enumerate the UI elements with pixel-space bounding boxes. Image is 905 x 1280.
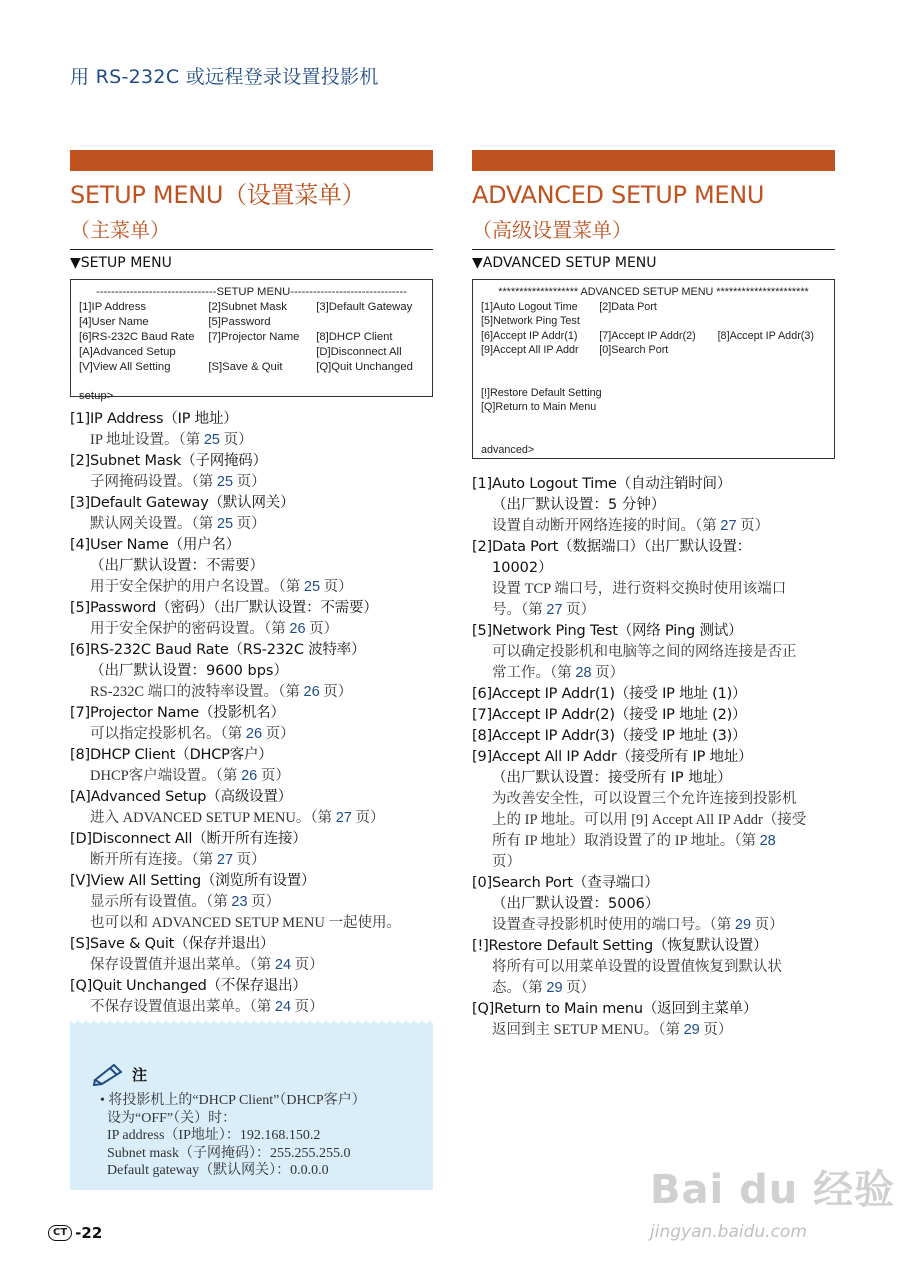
page-number: -22 [75,1224,103,1242]
left-column [70,150,433,1018]
menu-entry [472,726,835,747]
description-text: 态。（第 [492,980,547,996]
watermark [640,1140,896,1270]
terminal-option [316,315,424,330]
description-text: 可以确定投影机和电脑等之间的网络连接是否正 [492,644,797,660]
terminal-prompt: advanced> [481,443,535,456]
description-end: 页） [320,579,353,595]
menu-entry [70,640,433,703]
entry-description [472,978,835,999]
right-column [472,150,835,1041]
entry-description [70,997,433,1018]
terminal-option: [6]RS-232C Baud Rate [79,331,195,343]
terminal-option: [4]User Name [79,316,149,328]
menu-entry [472,684,835,705]
menu-entry [472,873,835,936]
page-reference: 27 [546,602,563,618]
description-end: 页） [305,621,339,637]
terminal-header: --------------------------------SETUP MENU------------------------------- [96,286,407,298]
description-end: 页） [291,957,324,973]
entry-title: [0]Search Port（查寻端口） [472,875,659,891]
section-bar [70,150,433,171]
page-reference: 28 [575,665,592,681]
entry-description [70,577,433,598]
menu-entry [472,621,835,684]
entry-description [70,850,433,871]
entry-title: [!]Restore Default Setting（恢复默认设置） [472,938,768,954]
menu-entry [70,451,433,493]
page-reference: 28 [759,833,776,849]
page-reference: 25 [203,432,220,448]
entry-title: [1]IP Address（IP 地址） [70,411,238,427]
entry-title: [1]Auto Logout Time（自动注销时间） [472,476,732,492]
entry-description [472,852,835,873]
section-rule [70,249,433,250]
entry-description [472,915,835,936]
page-reference: 26 [289,621,306,637]
description-text: 号。（第 [492,602,547,618]
description-end: 页） [562,980,596,996]
section-subtitle: （高级设置菜单） [472,218,632,242]
entry-title: [7]Accept IP Addr(2)（接受 IP 地址 (2)） [472,707,747,723]
terminal-row [481,343,826,358]
note-lines [84,1092,419,1180]
description-end: 页） [257,768,290,784]
description-text: 子网掩码设置。（第 [90,474,217,490]
entry-description [70,430,433,451]
terminal-option: [!]Restore Default Setting [481,386,602,399]
menu-entry [70,829,433,871]
entry-description [472,600,835,621]
terminal-row [481,300,826,315]
entry-description [472,810,835,831]
advanced-menu-terminal [472,279,835,459]
entry-title: [A]Advanced Setup（高级设置） [70,789,293,805]
note-label: 注 [132,1065,148,1084]
menu-entry [70,598,433,640]
terminal-option: [Q]Return to Main Menu [481,401,597,413]
description-text: 显示所有设置值。（第 [90,894,232,910]
entry-description [472,789,835,810]
terminal-option [599,314,717,329]
terminal-option [718,343,826,358]
terminal-caption: ▼SETUP MENU [70,255,172,271]
entry-title: [6]Accept IP Addr(1)（接受 IP 地址 (1)） [472,686,747,702]
terminal-option: [5]Password [208,316,271,328]
section-subtitle: （主菜单） [70,218,170,242]
description-end: 页） [291,999,324,1015]
note-box [70,1020,433,1190]
entry-description [70,472,433,493]
terminal-row [79,300,424,315]
menu-entry [70,934,433,976]
section-rule [472,249,835,250]
advanced-entries [472,474,835,1041]
entry-title: [8]Accept IP Addr(3)（接受 IP 地址 (3)） [472,728,747,744]
page-reference: 24 [274,999,292,1015]
entry-description [70,808,433,829]
page-reference: 29 [734,917,752,933]
terminal-option: [3]Default Gateway [316,301,413,313]
menu-entry [472,474,835,537]
entry-title: [5]Password（密码）（出厂默认设置：不需要） [70,600,378,616]
description-text: 保存设置值并退出菜单。（第 [90,957,275,973]
page-reference: 26 [241,768,258,784]
terminal-row [481,314,826,329]
entry-description [70,724,433,745]
description-end: 页） [247,894,281,910]
entry-description [70,619,433,640]
terminal-option [718,300,826,315]
terminal-option: [7]Projector Name [208,331,300,343]
description-text: 所有 IP 地址）取消设置了的 IP 地址。（第 [492,833,760,849]
description-text: 返回到主 SETUP MENU。（第 [492,1022,684,1038]
description-text: 用于安全保护的用户名设置。（第 [90,579,304,595]
entry-title: [3]Default Gateway（默认网关） [70,495,295,511]
description-end: 页） [319,684,353,700]
menu-entry [70,976,433,1018]
description-text: 设置 TCP 端口号，进行资料交换时使用该端口 [492,581,787,597]
entry-default: 10002） [492,560,553,576]
page-reference: 24 [274,957,292,973]
terminal-option [718,314,826,329]
entry-description [472,579,835,600]
entry-description [70,955,433,976]
terminal-header: ******************* ADVANCED SETUP MENU ********************** [498,286,809,298]
menu-entry [472,537,835,621]
entry-default: （出厂默认设置：5006） [492,896,660,912]
menu-entry [70,871,433,934]
menu-entry [70,493,433,535]
page-reference: 29 [683,1022,700,1038]
entry-description [70,892,433,913]
terminal-option: [2]Subnet Mask [208,301,287,313]
entry-title: [4]User Name（用户名） [70,537,241,553]
page-reference: 23 [231,894,248,910]
note-line: 设为“OFF”（关）时： [100,1110,237,1126]
entry-description [70,682,433,703]
entry-description [70,514,433,535]
description-text: 设置自动断开网络连接的时间。（第 [492,518,721,534]
terminal-option: [D]Disconnect All [316,346,402,358]
entry-default: （出厂默认设置：不需要） [90,558,264,574]
entry-title: [S]Save & Quit（保存并退出） [70,936,275,952]
entry-title: [2]Subnet Mask（子网掩码） [70,453,267,469]
terminal-option: [8]Accept IP Addr(3) [717,329,814,342]
description-end: 页） [233,852,266,868]
description-end: 页） [751,917,784,933]
terminal-option: [7]Accept IP Addr(2) [599,329,696,342]
terminal-option [208,345,316,360]
terminal-option: [V]View All Setting [79,361,171,373]
description-end: 页） [262,726,295,742]
entry-title: [2]Data Port（数据端口）（出厂默认设置： [472,539,752,555]
note-line: Subnet mask（子网掩码）：255.255.255.0 [100,1145,351,1161]
section-bar [472,150,835,171]
description-end: 页） [351,810,385,826]
entry-title: [8]DHCP Client（DHCP客户） [70,747,273,763]
entry-title: [Q]Return to Main menu（返回到主菜单） [472,1001,758,1017]
entry-title: [6]RS-232C Baud Rate（RS-232C 波特率） [70,642,366,658]
entry-description [472,642,835,663]
entry-description [472,663,835,684]
entry-description [70,913,433,934]
terminal-option: [A]Advanced Setup [79,346,176,358]
entry-description [472,1020,835,1041]
page-reference: 26 [303,684,320,700]
terminal-row [79,315,424,330]
entry-title: [7]Projector Name（投影机名） [70,705,285,721]
description-text: 将所有可以用菜单设置的设置值恢复到默认状 [492,959,782,975]
page-reference: 27 [216,852,234,868]
description-text: 默认网关设置。（第 [90,516,217,532]
description-text: RS-232C 端口的波特率设置。（第 [90,684,304,700]
description-text: 断开所有连接。（第 [90,852,217,868]
menu-entry [70,745,433,787]
description-end: 页） [233,474,266,490]
terminal-option: [S]Save & Quit [208,361,283,373]
note-line: Default gateway（默认网关）：0.0.0.0 [100,1163,329,1178]
entry-title: [V]View All Setting（浏览所有设置） [70,873,316,889]
menu-entry [70,703,433,745]
entry-title: [Q]Quit Unchanged（不保存退出） [70,978,307,994]
note-line: IP address（IP地址）：192.168.150.2 [100,1128,321,1143]
description-end: 页） [699,1022,733,1038]
entry-title: [D]Disconnect All（断开所有连接） [70,831,307,847]
page-footer [48,1224,102,1242]
entry-title: [5]Network Ping Test（网络 Ping 测试） [472,623,743,639]
terminal-option: [6]Accept IP Addr(1) [481,329,578,342]
description-end: 页） [562,602,596,618]
section-title: ADVANCED SETUP MENU [472,181,765,209]
terminal-row [79,330,424,345]
description-text: 不保存设置值退出菜单。（第 [90,999,275,1015]
description-text: IP 地址设置。（第 [90,432,204,448]
description-text: 用于安全保护的密码设置。（第 [90,621,290,637]
pencil-note-icon [92,1062,126,1086]
description-text: DHCP客户端设置。（第 [90,768,242,784]
page-reference: 27 [335,810,352,826]
description-text: 也可以和 ADVANCED SETUP MENU 一起使用。 [90,915,401,931]
terminal-row [481,329,826,344]
description-end: 页） [591,665,625,681]
menu-entry [70,535,433,598]
page-reference: 26 [245,726,263,742]
entry-default: （出厂默认设置：9600 bps） [90,663,288,679]
menu-entry [70,787,433,829]
watermark-url: jingyan.baidu.com [650,1222,807,1242]
terminal-prompt: setup> [79,390,114,402]
page-reference: 25 [303,579,321,595]
menu-entry [472,936,835,999]
menu-entry [472,705,835,726]
menu-entry [70,409,433,451]
description-end: 页） [233,516,266,532]
entry-description [472,516,835,537]
page-reference: 27 [720,518,737,534]
watermark-brand: Bai du 经验 [650,1167,896,1213]
terminal-option: [9]Accept All IP Addr [481,344,579,356]
terminal-option: [0]Search Port [599,344,669,356]
description-text: 上的 IP 地址。可以用 [9] Accept All IP Addr（接受 [492,812,807,828]
terminal-row [79,360,424,375]
page-header: 用 RS-232C 或远程登录设置投影机 [70,66,379,88]
description-text: 页） [492,854,521,870]
description-text: 可以指定投影机名。（第 [90,726,246,742]
entry-description [70,766,433,787]
entry-description [472,957,835,978]
section-title: SETUP MENU（设置菜单） [70,181,366,209]
menu-entry [472,747,835,873]
description-text: 设置查寻投影机时使用的端口号。（第 [492,917,735,933]
language-badge: CT [48,1225,72,1241]
terminal-option: [2]Data Port [599,300,657,313]
description-text: 常工作。（第 [492,665,576,681]
entry-title: [9]Accept All IP Addr（接受所有 IP 地址） [472,749,753,765]
setup-entries [70,409,433,1018]
terminal-row [79,345,424,360]
page-reference: 25 [216,474,234,490]
description-end: 页） [736,518,770,534]
entry-default: （出厂默认设置：接受所有 IP 地址） [492,770,732,786]
page-reference: 25 [216,516,234,532]
terminal-option: [8]DHCP Client [316,331,393,343]
entry-default: （出厂默认设置：5 分钟） [492,497,666,513]
terminal-option: [Q]Quit Unchanged [316,361,413,373]
terminal-option: [5]Network Ping Test [481,315,580,327]
note-line: • 将投影机上的“DHCP Client”（DHCP客户） [100,1093,366,1108]
menu-entry [472,999,835,1041]
page-reference: 29 [546,980,563,996]
description-text: 为改善安全性，可以设置三个允许连接到投影机 [492,791,797,807]
setup-menu-terminal [70,279,433,402]
terminal-option: [1]IP Address [79,301,146,313]
description-text: 进入 ADVANCED SETUP MENU。（第 [90,810,336,826]
entry-description [472,831,835,852]
terminal-option: [1]Auto Logout Time [481,300,578,313]
terminal-caption: ▼ADVANCED SETUP MENU [472,255,657,271]
description-end: 页） [220,432,253,448]
